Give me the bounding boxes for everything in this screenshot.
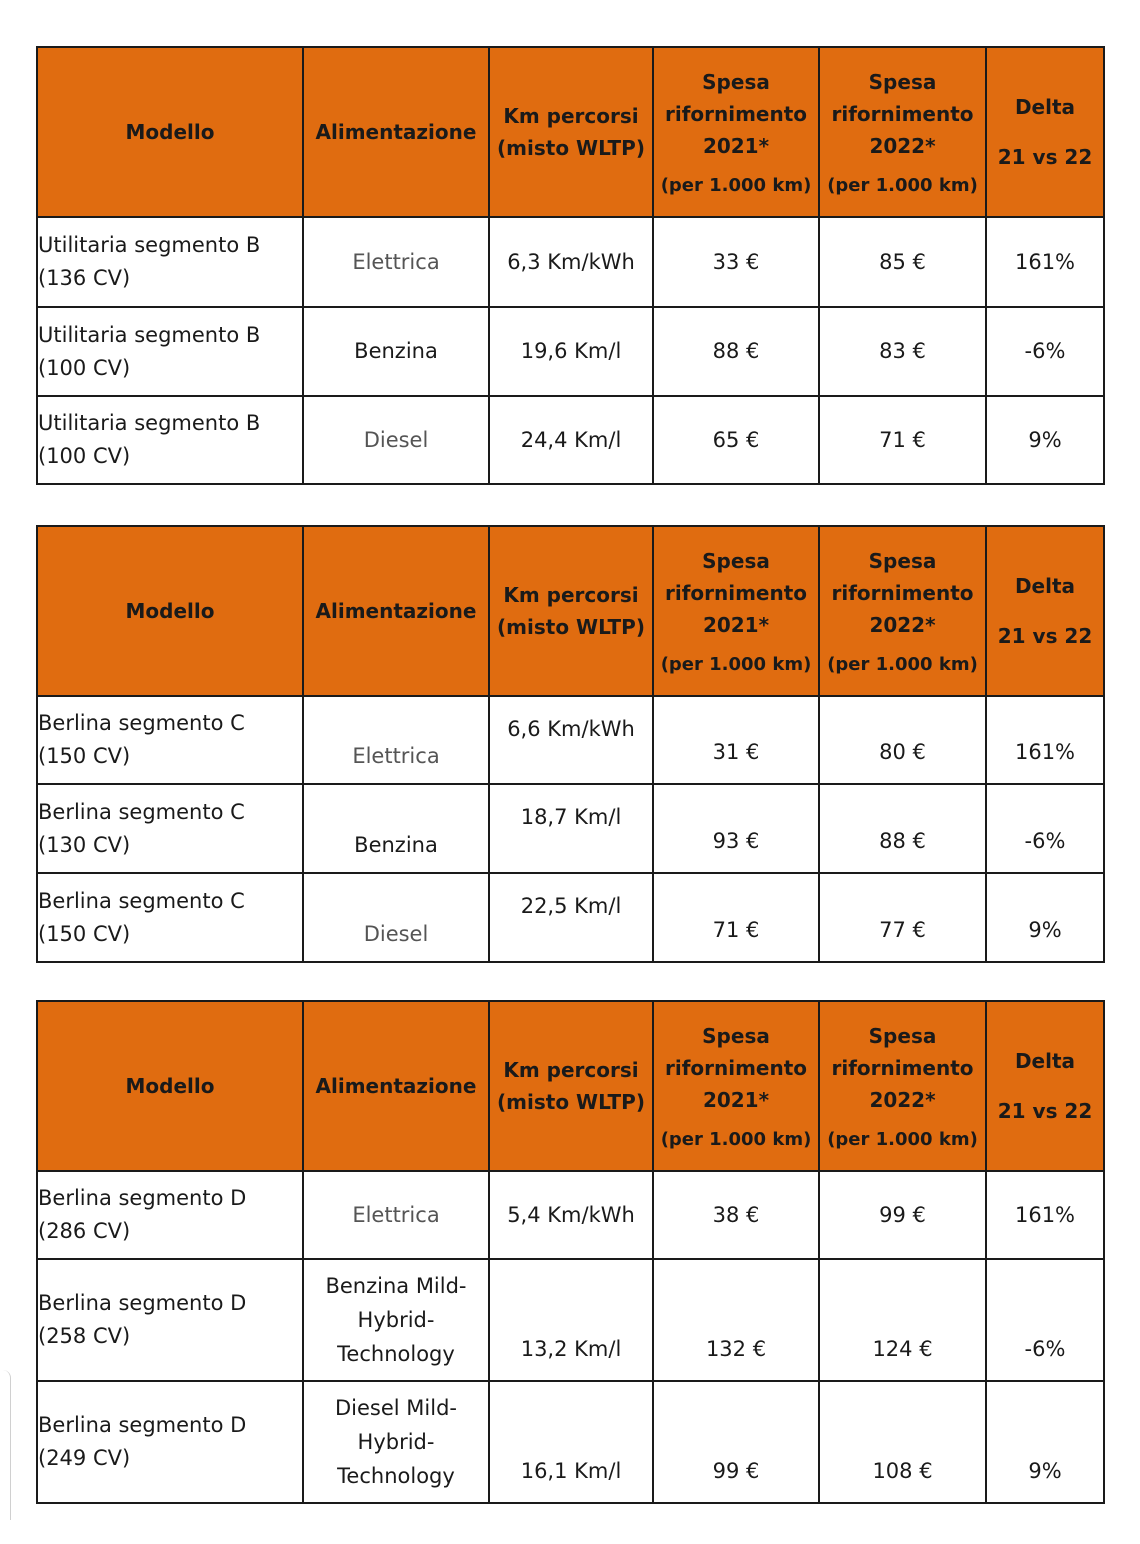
spesa-2021-cell: 132 €: [653, 1259, 819, 1381]
header-spesa-2022: [819, 1001, 986, 1171]
spesa-2021-cell: 31 €: [653, 696, 819, 784]
header-spesa2022-l1: Spesa: [868, 70, 937, 94]
header-spesa-2022: [819, 47, 986, 217]
spesa-2022-cell: 88 €: [819, 784, 986, 873]
model-cell: [37, 396, 303, 484]
delta-cell: -6%: [986, 784, 1104, 873]
model-cell: [37, 1259, 303, 1381]
km-cell: 6,3 Km/kWh: [489, 217, 653, 307]
header-km: [489, 47, 653, 217]
model-name: Berlina segmento D: [38, 1186, 247, 1210]
fuel-cell: Elettrica: [303, 217, 489, 307]
model-cell: [37, 873, 303, 962]
header-spesa2022-sub: (per 1.000 km): [827, 175, 978, 196]
km-cell: 19,6 Km/l: [489, 307, 653, 396]
header-spesa-2021: [653, 526, 819, 696]
fuel-line: Technology: [337, 1342, 455, 1366]
header-km-line1: Km percorsi: [503, 1058, 639, 1082]
model-name: Berlina segmento C: [38, 799, 245, 824]
model-power: (100 CV): [38, 444, 131, 468]
header-modello: Modello: [37, 526, 303, 696]
spesa-2021-cell: 38 €: [653, 1171, 819, 1259]
spesa-2021-cell: 33 €: [653, 217, 819, 307]
header-spesa2021-sub: (per 1.000 km): [660, 1129, 812, 1150]
header-spesa2021-l1: Spesa: [702, 549, 770, 573]
header-spesa2021-sub: (per 1.000 km): [660, 175, 812, 196]
model-name: Berlina segmento C: [38, 888, 245, 913]
km-cell: 18,7 Km/l: [489, 784, 653, 873]
header-spesa-2021: [653, 1001, 819, 1171]
cost-table-segment-d: [36, 1000, 1105, 1504]
header-km-line2: (misto WLTP): [497, 136, 645, 160]
header-spesa2021-l1: Spesa: [702, 70, 770, 94]
header-spesa2021-l2: rifornimento: [664, 581, 808, 605]
fuel-line: Hybrid-: [357, 1308, 435, 1332]
header-spesa2021-l3: 2021*: [702, 613, 770, 637]
header-km: [489, 526, 653, 696]
header-modello: Modello: [37, 1001, 303, 1171]
model-power: (249 CV): [38, 1446, 131, 1470]
fuel-cell: Elettrica: [303, 1171, 489, 1259]
model-power: (150 CV): [38, 744, 131, 768]
delta-cell: 9%: [986, 396, 1104, 484]
delta-cell: 9%: [986, 873, 1104, 962]
km-cell: 22,5 Km/l: [489, 873, 653, 962]
header-spesa2022-sub: (per 1.000 km): [827, 1129, 978, 1150]
header-alimentazione: Alimentazione: [303, 526, 489, 696]
fuel-cell: [303, 1381, 489, 1503]
table-row: [37, 1259, 1104, 1381]
table-row: [37, 1381, 1104, 1503]
spesa-2022-cell: 124 €: [819, 1259, 986, 1381]
model-power: (130 CV): [38, 832, 131, 857]
header-delta: [986, 1001, 1104, 1171]
spesa-2021-cell: 99 €: [653, 1381, 819, 1503]
fuel-line: Diesel Mild-: [335, 1396, 457, 1420]
header-delta-l1: Delta: [1014, 95, 1076, 119]
header-delta-l1: Delta: [1014, 574, 1076, 598]
km-cell: 16,1 Km/l: [489, 1381, 653, 1503]
header-spesa2022-l3: 2022*: [869, 134, 936, 158]
model-cell: [37, 1171, 303, 1259]
model-name: Berlina segmento D: [38, 1413, 247, 1437]
model-cell: [37, 784, 303, 873]
table-row: [37, 307, 1104, 396]
model-name: Utilitaria segmento B: [38, 322, 261, 347]
header-spesa-2022: [819, 526, 986, 696]
header-km-line1: Km percorsi: [503, 104, 639, 128]
header-delta-l1: Delta: [1014, 1049, 1076, 1073]
fuel-cell: Elettrica: [303, 696, 489, 784]
table-header-row: [37, 526, 1104, 696]
table-row: [37, 696, 1104, 784]
delta-cell: 161%: [986, 1171, 1104, 1259]
table-row: [37, 1171, 1104, 1259]
table-header-row: [37, 47, 1104, 217]
header-alimentazione: Alimentazione: [303, 1001, 489, 1171]
header-spesa2021-l2: rifornimento: [664, 1056, 808, 1080]
header-spesa2021-l3: 2021*: [702, 134, 770, 158]
model-cell: [37, 217, 303, 307]
spesa-2022-cell: 85 €: [819, 217, 986, 307]
model-power: (100 CV): [38, 355, 131, 380]
header-spesa2022-l2: rifornimento: [831, 581, 974, 605]
header-modello: Modello: [37, 47, 303, 217]
delta-cell: -6%: [986, 307, 1104, 396]
spesa-2021-cell: 88 €: [653, 307, 819, 396]
header-km-line1: Km percorsi: [503, 583, 639, 607]
spesa-2021-cell: 71 €: [653, 873, 819, 962]
fuel-cell: [303, 1259, 489, 1381]
fuel-line: Technology: [337, 1464, 455, 1488]
table-row: [37, 784, 1104, 873]
header-spesa2021-l1: Spesa: [702, 1024, 770, 1048]
model-power: (136 CV): [38, 266, 131, 290]
header-delta: [986, 526, 1104, 696]
km-cell: 13,2 Km/l: [489, 1259, 653, 1381]
model-power: (150 CV): [38, 921, 131, 946]
fuel-cell: Diesel: [303, 396, 489, 484]
fuel-line: Benzina Mild-: [325, 1274, 467, 1298]
cost-table-segment-c: [36, 525, 1105, 963]
model-cell: [37, 1381, 303, 1503]
header-km-line2: (misto WLTP): [497, 615, 645, 639]
header-delta: [986, 47, 1104, 217]
spesa-2022-cell: 99 €: [819, 1171, 986, 1259]
spesa-2022-cell: 80 €: [819, 696, 986, 784]
header-spesa2021-sub: (per 1.000 km): [660, 654, 812, 675]
header-spesa2022-sub: (per 1.000 km): [827, 654, 978, 675]
model-cell: [37, 307, 303, 396]
model-name: Berlina segmento D: [38, 1291, 247, 1315]
fuel-line: Hybrid-: [357, 1430, 435, 1454]
fuel-cell: Benzina: [303, 784, 489, 873]
km-cell: 5,4 Km/kWh: [489, 1171, 653, 1259]
header-spesa2021-l3: 2021*: [702, 1088, 770, 1112]
header-spesa2022-l1: Spesa: [868, 1024, 937, 1048]
km-cell: 24,4 Km/l: [489, 396, 653, 484]
model-name: Berlina segmento C: [38, 711, 245, 735]
cost-table-segment-b: [36, 46, 1105, 485]
delta-cell: -6%: [986, 1259, 1104, 1381]
km-cell: 6,6 Km/kWh: [489, 696, 653, 784]
spesa-2022-cell: 108 €: [819, 1381, 986, 1503]
spesa-2021-cell: 65 €: [653, 396, 819, 484]
table-row: [37, 873, 1104, 962]
model-name: Utilitaria segmento B: [38, 411, 261, 435]
fuel-cell: Benzina: [303, 307, 489, 396]
fuel-cell: Diesel: [303, 873, 489, 962]
header-alimentazione: Alimentazione: [303, 47, 489, 217]
header-spesa2022-l2: rifornimento: [831, 102, 974, 126]
header-spesa2022-l3: 2022*: [869, 613, 936, 637]
header-km-line2: (misto WLTP): [497, 1090, 645, 1114]
page-edge-handle: [0, 1370, 11, 1520]
header-spesa2022-l2: rifornimento: [831, 1056, 974, 1080]
delta-cell: 161%: [986, 217, 1104, 307]
table-row: [37, 217, 1104, 307]
spesa-2022-cell: 77 €: [819, 873, 986, 962]
table-row: [37, 396, 1104, 484]
model-cell: [37, 696, 303, 784]
header-delta-l2: 21 vs 22: [997, 1099, 1093, 1123]
header-spesa2021-l2: rifornimento: [664, 102, 808, 126]
spesa-2022-cell: 83 €: [819, 307, 986, 396]
header-km: [489, 1001, 653, 1171]
spesa-2022-cell: 71 €: [819, 396, 986, 484]
table-header-row: [37, 1001, 1104, 1171]
model-power: (286 CV): [38, 1219, 131, 1243]
spesa-2021-cell: 93 €: [653, 784, 819, 873]
header-spesa-2021: [653, 47, 819, 217]
header-delta-l2: 21 vs 22: [997, 624, 1093, 648]
delta-cell: 161%: [986, 696, 1104, 784]
model-power: (258 CV): [38, 1324, 131, 1348]
header-spesa2022-l1: Spesa: [868, 549, 937, 573]
delta-cell: 9%: [986, 1381, 1104, 1503]
header-spesa2022-l3: 2022*: [869, 1088, 936, 1112]
model-name: Utilitaria segmento B: [38, 233, 261, 257]
header-delta-l2: 21 vs 22: [997, 145, 1093, 169]
